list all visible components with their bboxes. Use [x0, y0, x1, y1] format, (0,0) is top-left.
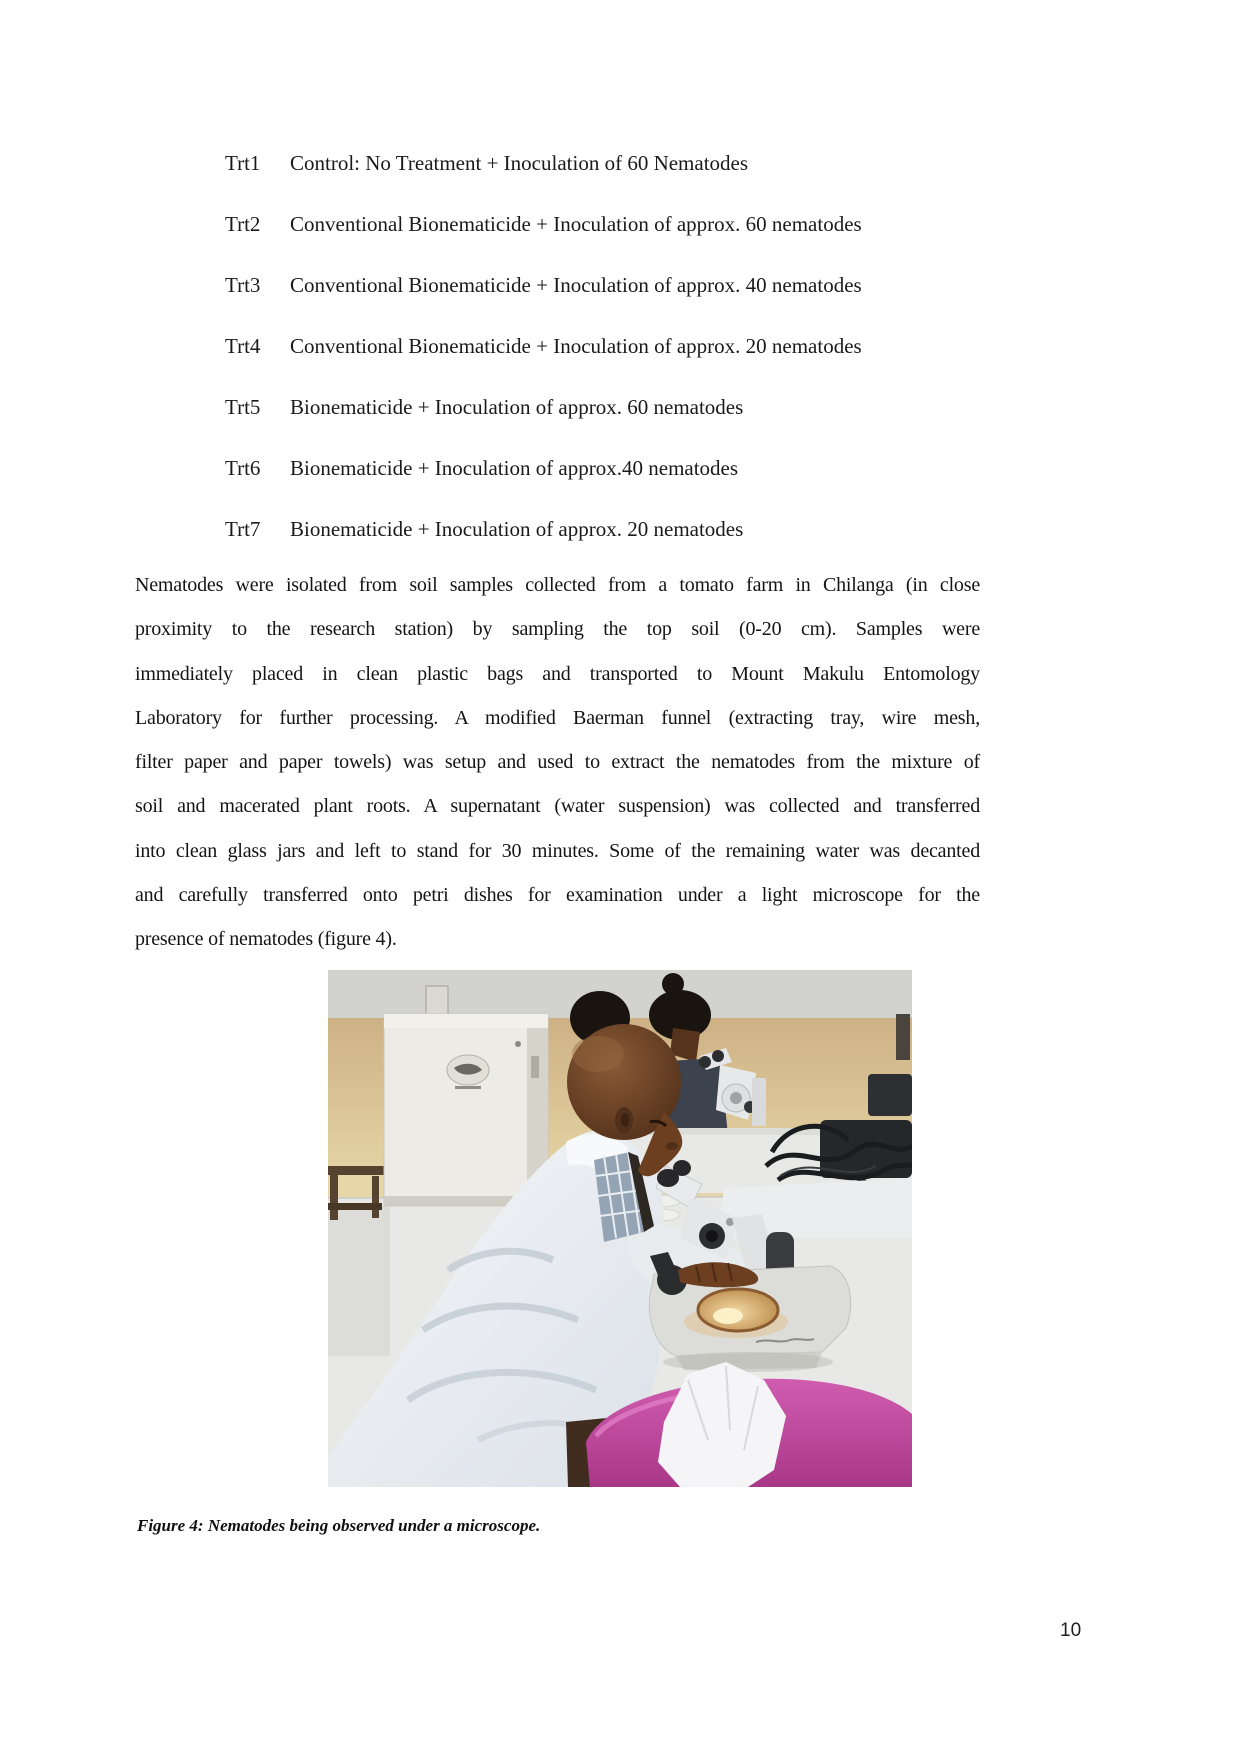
fridge-handle [531, 1056, 539, 1078]
paragraph-line: soil and macerated plant roots. A supernatant (water suspension) was collected and transferred [135, 795, 980, 818]
treatment-row [225, 133, 862, 194]
fridge-body [384, 1014, 548, 1206]
treatment-list [225, 133, 862, 560]
bg-scope-dial-center [730, 1092, 742, 1104]
head-highlight [572, 1036, 624, 1072]
paragraph-line: into clean glass jars and left to stand for 30 minutes. Some of the remaining water was decanted [135, 839, 980, 862]
researcher-ear-inner [621, 1113, 629, 1127]
treatment-label: Trt2 [225, 212, 261, 236]
paragraph-line: and carefully transferred onto petri dishes for examination under a light microscope for the [135, 884, 980, 907]
treatment-description: Bionematicide + Inoculation of approx.40 nematodes [290, 456, 739, 480]
treatment-description: Bionematicide + Inoculation of approx. 60 nematodes [290, 395, 744, 419]
lamp-bright-spot [713, 1308, 743, 1324]
paragraph-line: filter paper and paper towels) was setup and used to extract the nematodes from the mixture of [135, 751, 980, 774]
treatment-description: Control: No Treatment + Inoculation of 60 Nematodes [290, 151, 749, 175]
refrigerator [384, 1014, 548, 1206]
treatment-description: Conventional Bionematicide + Inoculation of approx. 20 nematodes [290, 334, 862, 358]
treatment-label: Trt3 [225, 273, 261, 297]
paragraph-line: proximity to the research station) by sampling the top soil (0-20 cm). Samples were [135, 618, 980, 641]
illuminated-petri-dish [698, 1289, 778, 1331]
treatment-row [225, 377, 862, 438]
table-leg [372, 1176, 379, 1218]
treatment-row [225, 255, 862, 316]
treatment-row [225, 316, 862, 377]
treatment-label: Trt6 [225, 456, 261, 480]
paragraph-line: immediately placed in clean plastic bags and transported to Mount Makulu Entomology [135, 662, 980, 685]
paragraph-line: Laboratory for further processing. A modified Baerman funnel (extracting tray, wire mesh, [135, 706, 980, 729]
bg-scope-eyepiece [699, 1056, 711, 1068]
figure-caption: Figure 4: Nematodes being observed under a microscope. [137, 1516, 541, 1535]
figure4-photo [328, 970, 912, 1487]
scope-eyepiece [673, 1160, 691, 1176]
treatment-label: Trt5 [225, 395, 261, 419]
treatment-row [225, 499, 862, 560]
lab-photo-scene [328, 970, 912, 1487]
treatment-label: Trt7 [225, 517, 261, 541]
researcher-nose [666, 1142, 678, 1150]
paragraph-line: Nematodes were isolated from soil samples collected from a tomato farm in Chilanga (in close [135, 574, 980, 596]
page-number: 10 [1060, 1620, 1082, 1641]
fridge-top [384, 1014, 548, 1028]
paragraph-line: presence of nematodes (figure 4). [135, 928, 397, 951]
treatment-description: Conventional Bionematicide + Inoculation of approx. 60 nematodes [290, 212, 862, 236]
treatment-label: Trt1 [225, 151, 261, 175]
treatment-description: Bionematicide + Inoculation of approx. 20 nematodes [290, 517, 744, 541]
stage-shadow [663, 1352, 833, 1372]
table-top [328, 1166, 388, 1175]
treatment-description: Conventional Bionematicide + Inoculation of approx. 40 nematodes [290, 273, 862, 297]
bg-scope-stand [752, 1078, 766, 1126]
fridge-logo-text-line [455, 1086, 481, 1089]
scope-objective-lens [706, 1230, 718, 1242]
treatment-row [225, 438, 862, 499]
wall-switch-box [426, 986, 448, 1018]
body-paragraph [135, 563, 980, 962]
table-leg [330, 1175, 338, 1220]
treatment-label: Trt4 [225, 334, 261, 358]
left-wall-shade [328, 1206, 390, 1356]
equipment-box-small [868, 1074, 912, 1116]
fridge-hinge [515, 1041, 521, 1047]
treatment-row [225, 194, 862, 255]
table-shelf [328, 1203, 382, 1210]
dark-object-top-right [896, 1014, 910, 1060]
bg-scope-eyepiece [712, 1050, 724, 1062]
